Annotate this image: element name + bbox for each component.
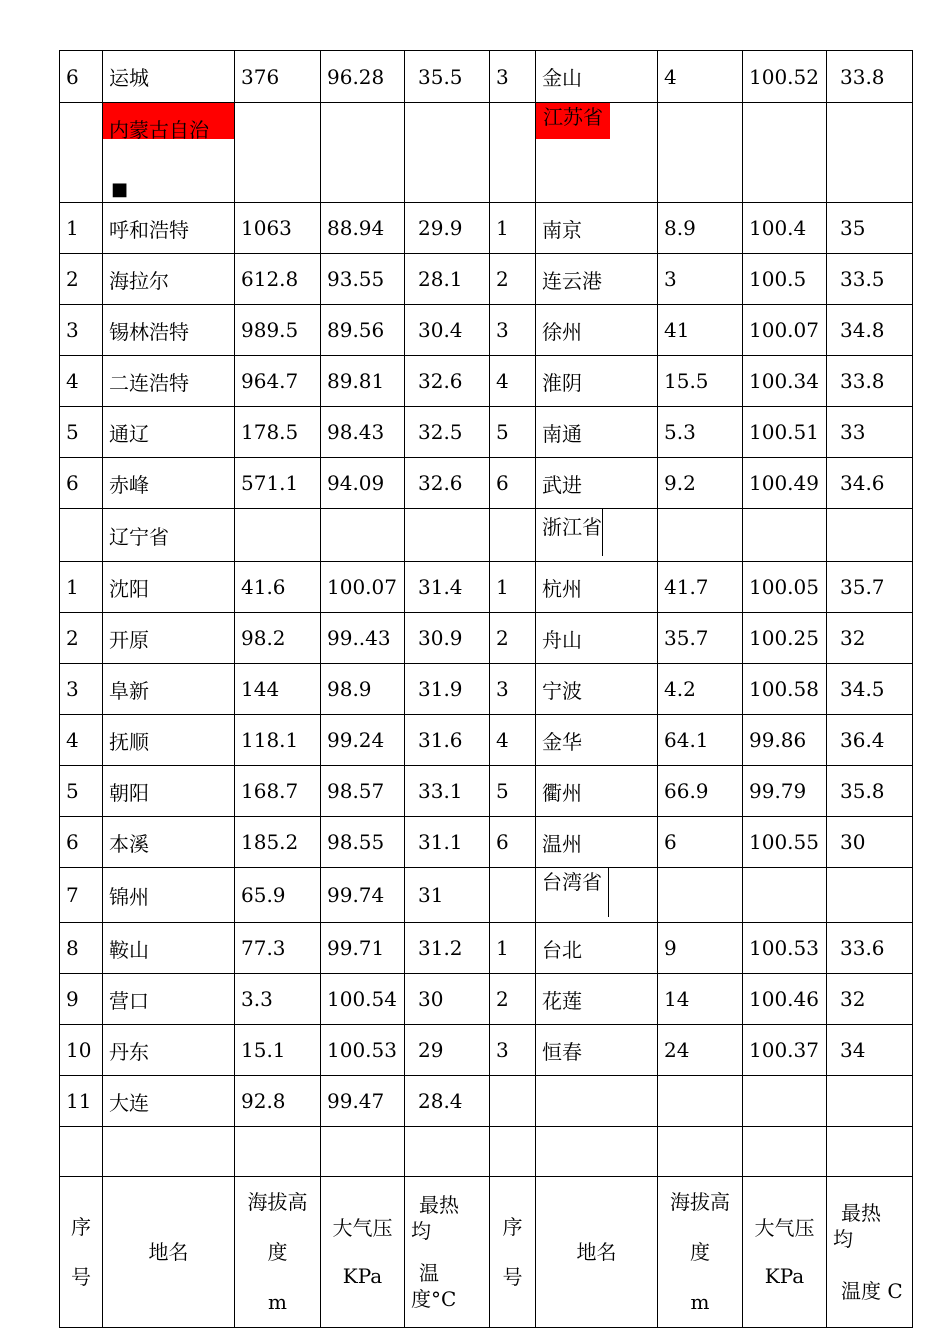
table-cell: 33.8 (827, 51, 913, 103)
table-cell: 南通 (536, 407, 658, 458)
table-cell: 100.53 (743, 923, 827, 974)
header-text: 最热 (841, 1201, 881, 1225)
table-cell: 100.49 (743, 458, 827, 509)
table-cell (490, 1127, 536, 1177)
table-cell: 88.94 (321, 203, 405, 254)
table-cell: 3 (490, 1025, 536, 1076)
table-cell: 29.9 (405, 203, 490, 254)
table-cell: 571.1 (235, 458, 321, 509)
header-altitude-2 (658, 1177, 743, 1328)
table-cell: 温州 (536, 817, 658, 868)
table-cell: 2 (490, 974, 536, 1025)
table-cell: 3 (490, 51, 536, 103)
table-cell: 4 (490, 356, 536, 407)
header-text: 均 (833, 1227, 853, 1251)
table-cell (827, 1127, 913, 1177)
table-cell: 4 (658, 51, 743, 103)
header-text: m (690, 1290, 710, 1314)
table-row (60, 923, 913, 974)
table-cell (743, 103, 827, 203)
header-text: 大气压 (754, 1216, 815, 1240)
table-cell: 金山 (536, 51, 658, 103)
table-cell: 33.8 (827, 356, 913, 407)
table-cell: 32 (827, 974, 913, 1025)
table-row (60, 974, 913, 1025)
table-cell (536, 103, 658, 203)
table-cell: 锦州 (103, 868, 235, 923)
table-cell (60, 103, 103, 203)
table-cell (405, 509, 490, 562)
table-cell: 呼和浩特 (103, 203, 235, 254)
table-row (60, 407, 913, 458)
header-name (103, 1177, 235, 1328)
table-cell: 1063 (235, 203, 321, 254)
table-cell: 100.07 (321, 562, 405, 613)
table-cell: 30.9 (405, 613, 490, 664)
header-text: 度°C (411, 1287, 457, 1311)
table-cell: 36.4 (827, 715, 913, 766)
table-cell: 66.9 (658, 766, 743, 817)
table-cell: 100.37 (743, 1025, 827, 1076)
table-cell: 31.9 (405, 664, 490, 715)
table-cell: 30.4 (405, 305, 490, 356)
table-cell: 4 (60, 715, 103, 766)
table-cell: 989.5 (235, 305, 321, 356)
table-cell: 1 (60, 203, 103, 254)
table-cell: 3 (658, 254, 743, 305)
table-cell: 1 (490, 203, 536, 254)
table-cell: 10 (60, 1025, 103, 1076)
province-inner-mongolia: 内蒙古自治 (103, 103, 234, 139)
table-cell: 99.24 (321, 715, 405, 766)
table-cell: 30 (827, 817, 913, 868)
table-row (60, 766, 913, 817)
table-cell: 8.9 (658, 203, 743, 254)
header-text: 海拔高 (670, 1190, 730, 1214)
table-cell: 衢州 (536, 766, 658, 817)
table-cell (658, 509, 743, 562)
table-cell: 100.5 (743, 254, 827, 305)
table-cell (235, 509, 321, 562)
table-cell: 41.7 (658, 562, 743, 613)
table-cell: 4 (490, 715, 536, 766)
table-cell: 35.7 (658, 613, 743, 664)
table-cell (321, 1127, 405, 1177)
header-seq-2 (490, 1177, 536, 1328)
table-cell: 32.6 (405, 458, 490, 509)
table-cell: 1 (60, 562, 103, 613)
table-row (60, 1025, 913, 1076)
table-cell (405, 1127, 490, 1177)
table-cell (235, 1127, 321, 1177)
table-cell: 1 (490, 562, 536, 613)
table-cell: 99.74 (321, 868, 405, 923)
province-taiwan: 台湾省 (536, 868, 609, 917)
table-cell: 丹东 (103, 1025, 235, 1076)
table-cell: 宁波 (536, 664, 658, 715)
table-cell: 11 (60, 1076, 103, 1127)
header-text: 最热 (419, 1193, 459, 1217)
table-cell: 77.3 (235, 923, 321, 974)
header-seq (60, 1177, 103, 1328)
table-cell: 35.8 (827, 766, 913, 817)
table-cell: 4.2 (658, 664, 743, 715)
table-cell: 34 (827, 1025, 913, 1076)
table-cell: 7 (60, 868, 103, 923)
table-cell: 连云港 (536, 254, 658, 305)
table-cell: 100.54 (321, 974, 405, 1025)
table-cell: 2 (490, 613, 536, 664)
table-cell: 32.6 (405, 356, 490, 407)
table-cell: 41.6 (235, 562, 321, 613)
table-cell: 34.8 (827, 305, 913, 356)
table-row (60, 458, 913, 509)
table-cell: 376 (235, 51, 321, 103)
header-text: 海拔高 (247, 1190, 308, 1214)
header-name-2 (536, 1177, 658, 1328)
table-cell: 6 (490, 458, 536, 509)
header-text: 度 (267, 1240, 288, 1264)
table-row (60, 305, 913, 356)
table-cell: 9.2 (658, 458, 743, 509)
table-cell: 3 (490, 664, 536, 715)
table-cell: 2 (60, 613, 103, 664)
table-cell: 3.3 (235, 974, 321, 1025)
table-cell: 台北 (536, 923, 658, 974)
table-cell: 徐州 (536, 305, 658, 356)
table-cell: 98.9 (321, 664, 405, 715)
table-cell (743, 509, 827, 562)
table-cell (658, 1127, 743, 1177)
table-row (60, 817, 913, 868)
table-cell: 赤峰 (103, 458, 235, 509)
table-cell: 海拉尔 (103, 254, 235, 305)
table-cell: 大连 (103, 1076, 235, 1127)
header-text: 温度 C (841, 1279, 903, 1303)
table-cell: 33.5 (827, 254, 913, 305)
table-cell: 98.2 (235, 613, 321, 664)
table-cell (103, 103, 235, 203)
table-cell: 118.1 (235, 715, 321, 766)
table-cell (321, 103, 405, 203)
table-cell: 锡林浩特 (103, 305, 235, 356)
table-cell: 178.5 (235, 407, 321, 458)
table-cell: 鞍山 (103, 923, 235, 974)
header-text: 温 (419, 1261, 439, 1285)
table-cell: 31.6 (405, 715, 490, 766)
table-row (60, 613, 913, 664)
table-cell: 32 (827, 613, 913, 664)
table-cell: 100.46 (743, 974, 827, 1025)
table-cell: 144 (235, 664, 321, 715)
table-row (60, 715, 913, 766)
table-cell: 99.71 (321, 923, 405, 974)
table-cell: 6 (60, 51, 103, 103)
header-temperature-2 (827, 1177, 913, 1328)
table-cell: 168.7 (235, 766, 321, 817)
header-row (60, 1177, 913, 1328)
table-cell: 9 (658, 923, 743, 974)
table-cell: 96.28 (321, 51, 405, 103)
table-cell (827, 1076, 913, 1127)
table-cell: 33.1 (405, 766, 490, 817)
table-cell: 94.09 (321, 458, 405, 509)
table-cell: 5.3 (658, 407, 743, 458)
table-cell: 开原 (103, 613, 235, 664)
table-cell: 99.79 (743, 766, 827, 817)
table-cell: 3 (490, 305, 536, 356)
table-cell (536, 1127, 658, 1177)
table-cell: 93.55 (321, 254, 405, 305)
table-cell (827, 509, 913, 562)
table-cell (405, 103, 490, 203)
table-cell: 100.34 (743, 356, 827, 407)
table-cell: 31 (405, 868, 490, 923)
table-cell: 15.1 (235, 1025, 321, 1076)
table-cell: 运城 (103, 51, 235, 103)
header-text: 大气压 (332, 1216, 393, 1240)
climate-data-table (59, 50, 913, 1328)
table-cell: 本溪 (103, 817, 235, 868)
table-cell (743, 1127, 827, 1177)
table-cell: 5 (60, 407, 103, 458)
table-cell: 28.4 (405, 1076, 490, 1127)
table-row (60, 868, 913, 923)
table-cell: 沈阳 (103, 562, 235, 613)
table-cell: 33 (827, 407, 913, 458)
table-cell (60, 509, 103, 562)
table-cell (743, 868, 827, 923)
table-cell (490, 1076, 536, 1127)
table-cell: 89.56 (321, 305, 405, 356)
table-cell: 34.6 (827, 458, 913, 509)
table-cell (658, 868, 743, 923)
header-text: 均 (411, 1219, 431, 1243)
table-cell: 6 (490, 817, 536, 868)
table-cell: 31.4 (405, 562, 490, 613)
header-text: 度 (690, 1240, 710, 1264)
table-cell: 6 (60, 458, 103, 509)
table-cell: 98.57 (321, 766, 405, 817)
table-cell (490, 868, 536, 923)
table-cell: 185.2 (235, 817, 321, 868)
table-cell: 24 (658, 1025, 743, 1076)
table-cell: 98.55 (321, 817, 405, 868)
province-row (60, 1127, 913, 1177)
table-cell: 6 (60, 817, 103, 868)
table-cell: 6 (658, 817, 743, 868)
table-cell: 29 (405, 1025, 490, 1076)
table-cell: 30 (405, 974, 490, 1025)
table-cell: 3 (60, 305, 103, 356)
table-cell: 100.52 (743, 51, 827, 103)
table-cell: 98.43 (321, 407, 405, 458)
table-cell: 100.07 (743, 305, 827, 356)
table-cell: 恒春 (536, 1025, 658, 1076)
table-cell: 35.7 (827, 562, 913, 613)
province-row (60, 509, 913, 562)
table-cell (743, 1076, 827, 1127)
table-cell (235, 103, 321, 203)
table-cell (490, 103, 536, 203)
table-cell (490, 509, 536, 562)
table-cell: 35.5 (405, 51, 490, 103)
header-text: 地名 (148, 1239, 189, 1264)
table-cell: 淮阴 (536, 356, 658, 407)
header-text: 地名 (576, 1239, 617, 1264)
table-cell: 100.25 (743, 613, 827, 664)
table-cell: 34.5 (827, 664, 913, 715)
table-cell (536, 1076, 658, 1127)
table-row (60, 1076, 913, 1127)
table-cell: 28.1 (405, 254, 490, 305)
table-cell: 通辽 (103, 407, 235, 458)
table-cell: 5 (490, 766, 536, 817)
table-cell: 花莲 (536, 974, 658, 1025)
table-cell: 9 (60, 974, 103, 1025)
header-text: 序 (71, 1215, 91, 1239)
table-cell: 35 (827, 203, 913, 254)
table-cell (827, 868, 913, 923)
table-cell: 杭州 (536, 562, 658, 613)
table-cell: 阜新 (103, 664, 235, 715)
table-cell: 32.5 (405, 407, 490, 458)
table-cell: 金华 (536, 715, 658, 766)
table-row (60, 356, 913, 407)
table-cell (60, 1127, 103, 1177)
table-cell (536, 868, 658, 923)
table-cell: 舟山 (536, 613, 658, 664)
table-row (60, 562, 913, 613)
table-cell: 二连浩特 (103, 356, 235, 407)
table-cell: 14 (658, 974, 743, 1025)
header-text: KPa (764, 1264, 805, 1288)
table-cell: 99.47 (321, 1076, 405, 1127)
table-cell: 31.2 (405, 923, 490, 974)
header-pressure-2 (743, 1177, 827, 1328)
header-text: m (268, 1290, 287, 1314)
header-text: 号 (502, 1265, 523, 1289)
table-cell: 41 (658, 305, 743, 356)
table-cell: 964.7 (235, 356, 321, 407)
table-cell: 99.86 (743, 715, 827, 766)
table-row (60, 254, 913, 305)
table-cell: 4 (60, 356, 103, 407)
province-liaoning: 辽宁省 (109, 524, 169, 549)
table-cell: 8 (60, 923, 103, 974)
table-cell: 100.55 (743, 817, 827, 868)
table-cell (103, 1127, 235, 1177)
table-cell: 33.6 (827, 923, 913, 974)
table-cell (103, 509, 235, 562)
table-row (60, 51, 913, 103)
table-cell: 朝阳 (103, 766, 235, 817)
table-row (60, 203, 913, 254)
table-cell (658, 1076, 743, 1127)
table-cell: 武进 (536, 458, 658, 509)
table-cell: 31.1 (405, 817, 490, 868)
province-jiangsu: 江苏省 (536, 103, 610, 139)
header-pressure (321, 1177, 405, 1328)
table-cell: 3 (60, 664, 103, 715)
table-cell: 100.58 (743, 664, 827, 715)
table-cell: 100.4 (743, 203, 827, 254)
table-cell (536, 509, 658, 562)
table-cell: 612.8 (235, 254, 321, 305)
header-temperature (405, 1177, 490, 1328)
table-row (60, 664, 913, 715)
header-text: 序 (502, 1215, 523, 1239)
table-cell: 100.51 (743, 407, 827, 458)
table-cell: 100.53 (321, 1025, 405, 1076)
table-cell: 1 (490, 923, 536, 974)
table-cell: 64.1 (658, 715, 743, 766)
table-cell: 92.8 (235, 1076, 321, 1127)
table-cell: 5 (60, 766, 103, 817)
table-cell: 65.9 (235, 868, 321, 923)
table-body (60, 51, 913, 1328)
table-cell: 89.81 (321, 356, 405, 407)
table-cell (321, 509, 405, 562)
province-zhejiang: 浙江省 (536, 509, 603, 556)
square-bullet: ■ (111, 179, 129, 200)
table-cell: 15.5 (658, 356, 743, 407)
province-row (60, 103, 913, 203)
header-text: KPa (342, 1264, 383, 1288)
table-cell: 100.05 (743, 562, 827, 613)
table-cell (827, 103, 913, 203)
table-cell: 5 (490, 407, 536, 458)
table-cell: 99..43 (321, 613, 405, 664)
header-text: 号 (71, 1265, 91, 1289)
table-cell: 抚顺 (103, 715, 235, 766)
table-cell (658, 103, 743, 203)
table-cell: 南京 (536, 203, 658, 254)
table-cell: 营口 (103, 974, 235, 1025)
table-cell: 2 (60, 254, 103, 305)
header-altitude (235, 1177, 321, 1328)
table-cell: 2 (490, 254, 536, 305)
